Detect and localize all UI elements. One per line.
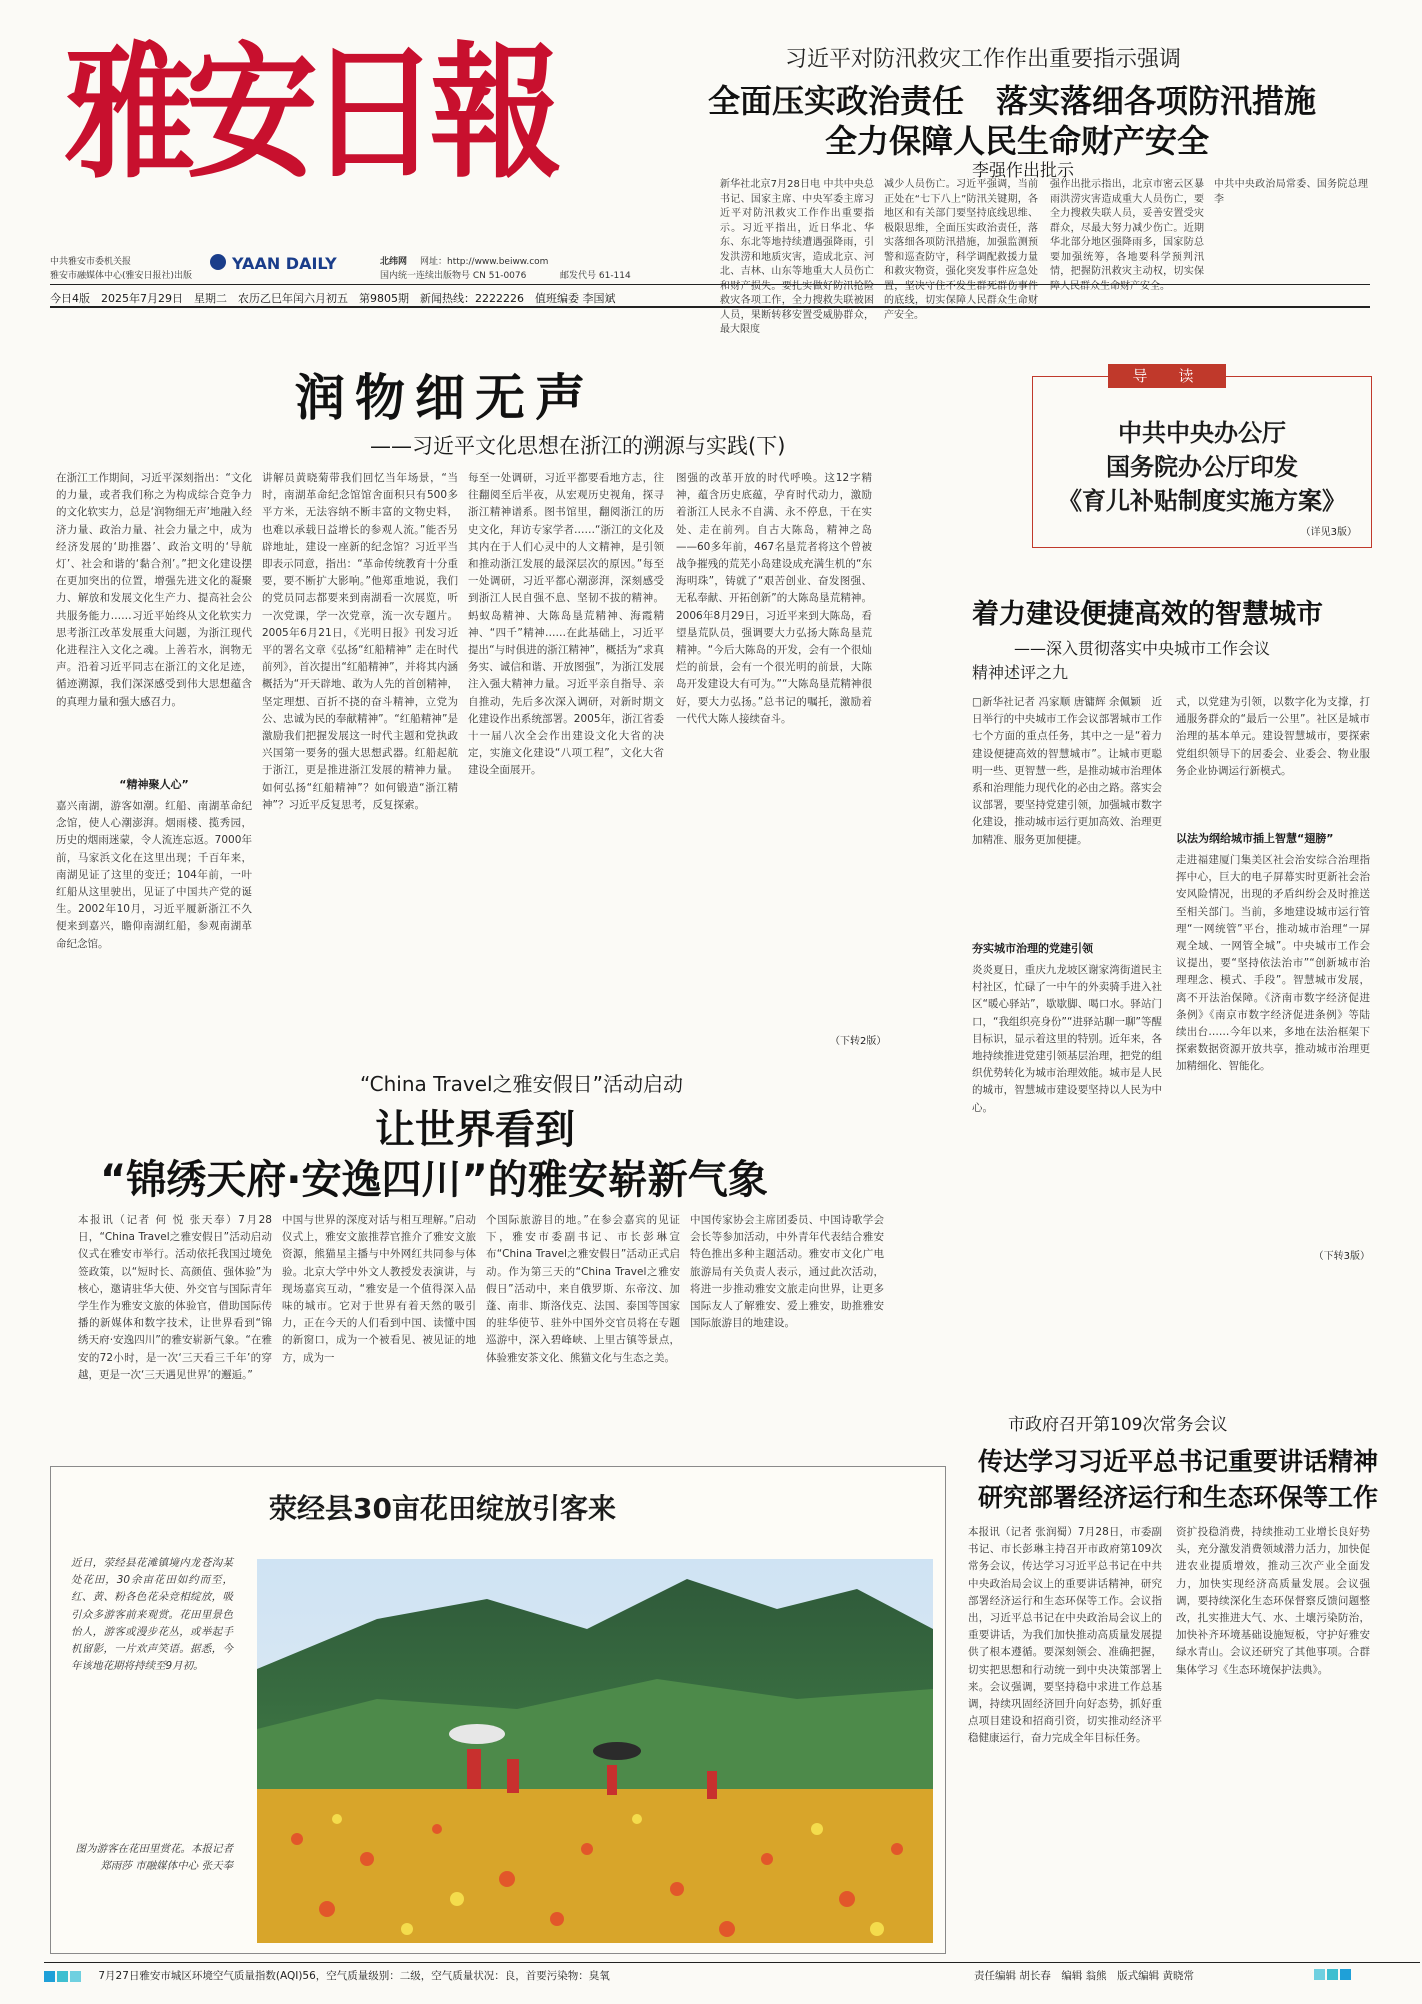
smart-city-subtitle: ——深入贯彻落实中央城市工作会议	[1014, 639, 1271, 658]
smart-city-subhead-2: 以法为纲给城市插上智慧“翅膀”	[1176, 832, 1334, 845]
footer-editors: 责任编辑 胡长春 编辑 翁熊 版式编辑 黄晓常	[974, 1970, 1195, 1982]
photo-credit: 图为游客在花田里赏花。本报记者 郑雨莎 市融媒体中心 张天奉	[75, 1843, 233, 1873]
tile-icon	[1340, 1969, 1351, 1980]
tile-icon	[44, 1971, 55, 1982]
org-line-2: 雅安市融媒体中心(雅安日报社)出版	[50, 271, 193, 281]
feature-title: 润物细无声	[295, 369, 595, 427]
feature-col-1: 在浙江工作期间，习近平深刻指出：“文化的力量，或者我们称之为构成综合竞争力的文化软实力，总是‘润物细无声’地融入经济力量、政治力量、社会力量之中，成为经济发展的‘助推器’、政治文明的‘导航灯’、社会和谐的‘黏合剂’。”把文化建设摆在更加突出的位置，增强先进文化的凝聚力、解放和发展文化生产力、提高社会公共服务能力……习近平始终从文化软实力思考浙江改革发展重大问题，为浙江现代化进程注入文化之魂。上善若水，润物无声。沿着习近平同志在浙江的文化足迹，循迹溯源，我们深深感受到伟大思想蕴含的真理力量和强大感召力。 “精神聚人心” 嘉兴南湖，游客如潮。红船、南湖革命纪念馆，使人心潮澎湃。烟雨楼、揽秀园，历史的烟雨迷蒙，令人流连忘返。7000年前，马家浜文化在这里出现；千百年来，南湖见证了这里的变迁；104年前，一叶红船从这里驶出，见证了中国共产党的诞生。2002年10月，习近平履新浙江不久便来到嘉兴，瞻仰南湖红船，参观南湖革命纪念馆。	[56, 472, 252, 950]
travel-title-2: “锦绣天府·安逸四川”的雅安崭新气象	[100, 1157, 768, 1203]
tile-icon	[57, 1971, 68, 1982]
org-line: 中共雅安市委机关报	[50, 257, 132, 267]
lead-col-1: 新华社北京7月28日电 中共中央总书记、国家主席、中央军委主席习近平对防汛救灾工作作出重要指示。习近平指出，近日华北、华东、东北等地持续遭遇强降雨，引发洪涝和地质灾害，造成北京、河北、吉林、山东等地重大人员伤亡和财产损失。要扎实做好防汛抢险救灾各项工作，全力搜救失联被困人员，果断转移安置受威胁群众，最大限度	[720, 179, 874, 335]
travel-title-1: 让世界看到	[375, 1107, 575, 1153]
guide-ref: （详见3版）	[1300, 527, 1357, 538]
lead-pretitle: 习近平对防汛救灾工作作出重要指示强调	[785, 47, 1182, 72]
travel-col-4: 中国传家协会主席团委员、中国诗歌学会会长等参加活动，中外青年代表结合雅安特色推出多种主题活动。雅安市文化广电旅游局有关负责人表示，通过此次活动，将进一步推动雅安文旅走向世界，让更多国际友人了解雅安、爱上雅安，助推雅安国际旅游目的地建设。	[690, 1214, 884, 1330]
feature-col-2: 讲解员黄晓菊带我们回忆当年场景，“当时，南湖革命纪念馆馆舍面积只有500多平方米，无法容纳不断丰富的文物史料，也难以承载日益增长的参观人流。”能否另辟地址，建设一座新的纪念馆？习近平当即表示同意，指出：“革命传统教育十分重要，要不断扩大影响。”他郑重地说，我们的党员同志都要来到南湖看一次展览，听一次党课，学一次党章，流一次专题片。2005年6月21日，《光明日报》刊发习近平的署名文章《弘扬“红船精神” 走在时代前列》，首次提出“红船精神”，并将其内涵概括为“开天辟地、敢为人先的首创精神，坚定理想、百折不挠的奋斗精神，立党为公、忠诚为民的奉献精神”。“红船精神”是激励我们把握发展这一时代主题和党执政兴国第一要务的强大思想武器。红船起航于浙江，更是推进浙江发展的精神力量。如何弘扬“红船精神”？如何锻造“浙江精神”？习近平反复思考，反复探索。	[262, 472, 458, 811]
lead-col-3: 强作出批示指出，北京市密云区暴雨洪涝灾害造成重大人员伤亡，要全力搜救失联人员，妥善安置受灾群众，尽最大努力减少伤亡。近期华北部分地区强降雨多，国家防总要加强统筹，各地要科学预判汛情，把握防汛救灾主动权，切实保障人民群众生命财产安全。	[1050, 179, 1204, 292]
travel-col-1: 本报讯（记者 何 悦 张天奉）7月28日，“China Travel之雅安假日”活动启动仪式在雅安市举行。活动依托我国过境免签政策，以“短时长、高颜值、强体验”为核心，邀请驻华大使、外交官与国际青年学生作为雅安文旅的体验官，借助国际传播的新媒体和数字技术，让世界看到“锦绣天府·安逸四川”的雅安崭新气象。“在雅安的72小时，是一次‘三天看三千年’的穿越，更是一次‘三天遇见世界’的邂逅。”	[78, 1214, 272, 1381]
smart-city-subhead-1: 夯实城市治理的党建引领	[972, 942, 1093, 955]
lead-subtitle: 李强作出批示	[972, 161, 1074, 181]
travel-col-3: 个国际旅游目的地。”在参会嘉宾的见证下，雅安市委副书记、市长彭琳宣布“China Travel之雅安假日”活动正式启动。作为第三天的“China Travel之雅安假日”活动中，来自俄罗斯、东帝汶、加蓬、南非、斯洛伐克、法国、泰国等国家的驻华使节、驻外中国外交官员将在专题巡游中，深入碧峰峡、上里古镇等景点，体验雅安茶文化、熊猫文化与生态之美。	[486, 1214, 680, 1364]
smart-city-series: 精神述评之九	[972, 663, 1069, 682]
guide-label: 导 读	[1108, 364, 1226, 388]
dateline: 今日4版 2025年7月29日 星期二 农历乙巳年闰六月初五 第9805期 新闻热线：2222226 值班编委 李国斌	[50, 292, 616, 305]
globe-icon	[210, 254, 226, 270]
masthead-logo: 雅安日報	[64, 28, 552, 199]
meeting-col-1: 本报讯（记者 张润蜀）7月28日，市委副书记、市长彭琳主持召开市政府第109次常务会议，传达学习习近平总书记在中共中央政治局会议上的重要讲话精神，研究部署经济运行和生态环保等工作。会议指出，习近平总书记在中央政治局会议上的重要讲话，为我们加快推动高质量发展提供了根本遵循。要深刻领会、准确把握，切实把思想和行动统一到中央决策部署上来。会议强调，要坚持稳中求进工作总基调，持续巩固经济回升向好态势，抓好重点项目建设和招商引资，切实推动经济平稳健康运行，奋力完成全年目标任务。	[968, 1526, 1162, 1745]
lead-title-2: 全力保障人民生命财产安全	[825, 122, 1210, 160]
flower-photo	[257, 1559, 933, 1943]
guide-line-3: 《育儿补贴制度实施方案》	[1058, 487, 1346, 515]
feature-col-4: 图强的改革开放的时代呼唤。这12字精神，蕴含历史底蕴，孕育时代动力，激励着浙江人民永不自满、永不停息，干在实处、走在前列。自古大陈岛，精神之岛——60多年前，467名垦荒者将这个曾被战争摧残的荒芜小岛建设成充满生机的“东海明珠”，铸就了“艰苦创业、奋发图强、无私奉献、开拓创新”的大陈岛垦荒精神。2006年8月29日，习近平来到大陈岛，看望垦荒队员，强调要大力弘扬大陈岛垦荒精神。“今后大陈岛的开发，会有一个很灿烂的前景，会有一个很光明的前景，大陈岛开发建设大有可为。”“大陈岛垦荒精神很好，要大力弘扬。”总书记的嘱托，激励着一代代大陈人接续奋斗。	[676, 472, 872, 725]
smart-city-continue: （下转3版）	[1313, 1251, 1370, 1262]
post-code: 邮发代号 61-114	[560, 271, 631, 281]
photo-title: 荥经县30亩花田绽放引客来	[269, 1492, 616, 1525]
feature-col-3: 每至一处调研，习近平都要看地方志，往往翻阅至后半夜，从宏观历史视角，探寻浙江精神谱系。图书馆里，翻阅浙江的历史文化，拜访专家学者……“浙江的文化及其内在于人们心灵中的人文精神，是引领和推动浙江发展的最深层次的原因。”每至一处调研，习近平都心潮澎湃，深刻感受到浙江人民自强不息、坚韧不拔的精神。蚂蚁岛精神、大陈岛垦荒精神、海霞精神、“四千”精神……在此基础上，习近平提出“与时俱进的浙江精神”，概括为“求真务实、诚信和谐、开放图强”，为浙江发展注入强大精神力量。习近平亲自指导、亲自推动，先后多次深入调研，对新时期文化建设作出系统部署。2005年，浙江省委十一届八次全会作出建设文化大省的决定，实施文化建设“八项工程”，文化大省建设全面展开。	[468, 472, 664, 777]
feature-continue: （下转2版）	[830, 1036, 887, 1047]
tile-icon	[70, 1971, 81, 1982]
tile-icon	[1314, 1969, 1325, 1980]
travel-col-2: 中国与世界的深度对话与相互理解。”启动仪式上，雅安文旅推荐官推介了雅安文旅资源，熊猫星主播与中外网红共同参与体验。北京大学中外文人教授发表演讲，与现场嘉宾互动，“雅安是一个值得深入品味的城市。它对于世界有着天然的吸引力，正在今天的人们看到中国、读懂中国的新窗口，成为一个被看见、被见证的地方，成为一	[282, 1214, 476, 1364]
site-label: 北纬网	[380, 257, 408, 267]
english-masthead: YAAN DAILY	[232, 254, 337, 273]
meeting-col-2: 资扩投稳消费，持续推动工业增长良好势头，充分激发消费领域潜力活力，加快促进农业提质增效，推动三次产业全面发力，加快实现经济高质量发展。会议强调，要持续深化生态环保督察反馈问题整改，扎实推进大气、水、土壤污染防治，加快补齐环境基础设施短板，守护好雅安绿水青山。会议还研究了其他事项。合群集体学习《生态环境保护法典》。	[1176, 1526, 1370, 1676]
meeting-pretitle: 市政府召开第109次常务会议	[1008, 1415, 1228, 1435]
guide-line-1: 中共中央办公厅	[1118, 419, 1286, 447]
site-url[interactable]: 网址：http://www.beiww.com	[420, 257, 549, 267]
guide-box[interactable]	[1032, 376, 1372, 548]
smart-city-col-1: □新华社记者 冯家顺 唐镛辉 余佩颖 近日举行的中央城市工作会议部署城市工作七个方面的重点任务，其中之一是“着力建设便捷高效的智慧城市”。让城市更聪明一些、更智慧一些，是推动城市治理体系和治理能力现代化的必由之路。落实会议部署，要坚持党建引领，加强城市数字化建设，推动城市运行更加高效、治理更加精准、服务更加便捷。 夯实城市治理的党建引领 炎炎夏日，重庆九龙坡区谢家湾街道民主村社区，忙碌了一中午的外卖骑手进入社区“暖心驿站”，歇歇脚、喝口水。驿站门口，“我组织亮身份”“进驿站聊一聊”等醒目标识，显示着这里的特别。近年来，各地持续推进党建引领基层治理，把党的组织优势转化为城市治理效能。城市是人民的城市，智慧城市建设要坚持以人民为中心。	[972, 696, 1162, 1114]
lead-col-4: 中共中央政治局常委、国务院总理李	[1214, 179, 1368, 205]
meeting-title-2: 研究部署经济运行和生态环保等工作	[978, 1483, 1379, 1512]
travel-pretitle: “China Travel之雅安假日”活动启动	[360, 1072, 683, 1096]
meeting-title-1: 传达学习习近平总书记重要讲话精神	[978, 1447, 1379, 1476]
photo-story-box	[50, 1466, 946, 1954]
feature-subtitle: ——习近平文化思想在浙江的溯源与实践(下)	[370, 434, 786, 458]
photo-caption: 近日，荥经县花滩镇境内龙苍沟某处花田，30余亩花田如约而至，红、黄、粉各色花朵竞相绽放，吸引众多游客前来观赏。花田里景色怡人，游客或漫步花丛，或举起手机留影，一片欢声笑语。据悉，今年该地花期将持续至9月初。	[71, 1557, 233, 1673]
lead-col-2: 减少人员伤亡。习近平强调，当前正处在“七下八上”防汛关键期，各地区和有关部门要坚持底线思维、极限思维，全面压实政治责任，落实落细各项防汛措施，加强监测预警和巡查防守，科学调配救援力量和救灾物资，强化突发事件应急处置，坚决守住不发生群死群伤事件的底线，切实保障人民群众生命财产安全。	[884, 179, 1038, 321]
smart-city-col-2: 式，以党建为引领，以数字化为支撑，打通服务群众的“最后一公里”。社区是城市治理的基本单元。建设智慧城市，要探索党组织领导下的居委会、业委会、物业服务企业协调运行新模式。 以法为纲给城市插上智慧“翅膀” 走进福建厦门集美区社会治安综合治理指挥中心，巨大的电子屏幕实时更新社会治安风险情况，出现的矛盾纠纷会及时推送至相关部门。当前，多地建设城市运行管理“一网统管”平台，推动城市治理“一屏观全域、一网管全城”。中央城市工作会议提出，要“坚持依法治市”“创新城市治理理念、模式、手段”。智慧城市发展，离不开法治保障。《济南市数字经济促进条例》《南京市数字经济促进条例》等陆续出台……今年以来，多地在法治框架下探索数据资源开放共享，推动城市治理更加精细化、智能化。 （下转3版）	[1176, 696, 1370, 1262]
smart-city-title: 着力建设便捷高效的智慧城市	[972, 599, 1323, 630]
lead-title-1: 全面压实政治责任 落实落细各项防汛措施	[708, 82, 1317, 120]
guide-line-2: 国务院办公厅印发	[1106, 453, 1298, 481]
tile-icon	[1327, 1969, 1338, 1980]
footer-bar	[44, 1968, 1420, 1992]
feature-subhead: “精神聚人心”	[119, 778, 189, 791]
cn-number: 国内统一连续出版物号 CN 51-0076	[380, 271, 527, 281]
footer-weather: 7月27日雅安市城区环境空气质量指数(AQI)56，空气质量级别：二级，空气质量状况：良，首要污染物：臭氧	[98, 1970, 610, 1982]
